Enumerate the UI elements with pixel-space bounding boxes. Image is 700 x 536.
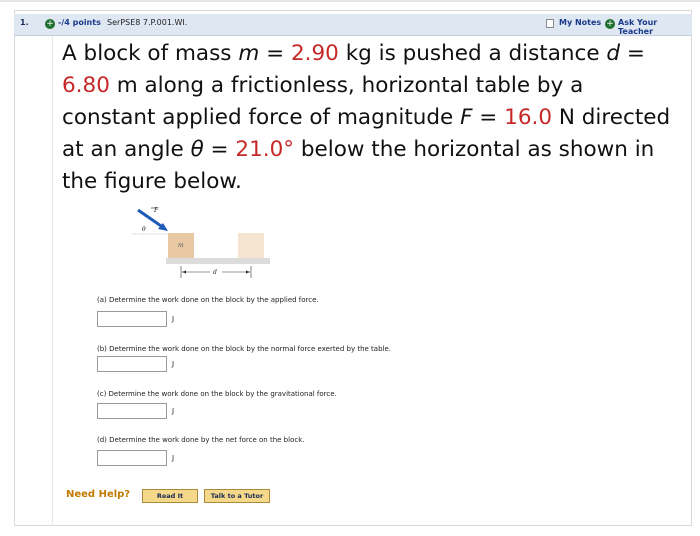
my-notes-link[interactable]: My Notes — [559, 18, 602, 27]
part-c-unit: J — [172, 407, 175, 415]
top-divider — [0, 0, 700, 2]
equals-4: = — [203, 137, 236, 162]
part-d-unit: J — [172, 454, 175, 462]
read-it-button[interactable]: Read It — [142, 489, 198, 503]
my-notes-checkbox[interactable] — [546, 19, 554, 28]
part-c-answer-input[interactable] — [97, 403, 167, 419]
angle-label: θ — [142, 226, 146, 233]
part-d-prompt: (d) Determine the work done by the net force on the block. — [97, 436, 305, 444]
problem-code: SerPSE8 7.P.001.WI. — [107, 18, 188, 27]
talk-to-tutor-button[interactable]: Talk to a Tutor — [204, 489, 270, 503]
expand-plus-icon[interactable]: + — [46, 19, 54, 29]
part-a-answer-input[interactable] — [97, 311, 167, 327]
table-surface — [166, 258, 270, 264]
question-text — [62, 38, 682, 198]
equals-3: = — [472, 105, 505, 130]
part-c-prompt: (c) Determine the work done on the block by the gravitational force. — [97, 390, 337, 398]
question-text-1: A block of mass — [62, 41, 239, 66]
equals-2: = — [620, 41, 645, 66]
distance-label: d — [213, 269, 217, 276]
distance-value: 6.80 — [62, 73, 110, 98]
equals-1: = — [259, 41, 291, 66]
angle-variable: θ — [190, 137, 204, 162]
ask-teacher-plus-icon[interactable]: + — [606, 19, 614, 29]
question-number: 1. — [20, 18, 29, 27]
part-b-answer-input[interactable] — [97, 356, 167, 372]
angle-value: 21.0° — [235, 137, 295, 162]
question-text-3: m along a frictionless, horizontal table by a constant applied force of magnitude — [62, 73, 584, 130]
block-final-position — [238, 233, 264, 258]
part-b-prompt: (b) Determine the work done on the block by the normal force exerted by the table. — [97, 345, 392, 353]
distance-variable: d — [606, 41, 621, 66]
force-variable: F — [460, 105, 473, 130]
question-text-4: N directed at an angle — [62, 105, 671, 162]
question-text-5: below the horizontal as shown in the figure below. — [62, 137, 655, 194]
mass-label: m — [178, 242, 184, 249]
part-b-unit: J — [172, 360, 175, 368]
force-value: 16.0 — [504, 105, 553, 130]
block-force-figure — [130, 200, 280, 290]
need-help-label: Need Help? — [66, 489, 131, 500]
question-text-2: kg is pushed a distance — [338, 41, 607, 66]
question-header — [14, 14, 692, 36]
mass-value: 2.90 — [290, 41, 339, 66]
part-a-prompt: (a) Determine the work done on the block by the applied force. — [97, 296, 319, 304]
mass-variable: m — [238, 41, 260, 66]
points-label: -/4 points — [58, 18, 101, 27]
part-d-answer-input[interactable] — [97, 450, 167, 466]
force-label: F — [154, 207, 159, 214]
ask-teacher-link[interactable]: Ask Your Teacher — [618, 18, 658, 36]
part-a-unit: J — [172, 315, 175, 323]
